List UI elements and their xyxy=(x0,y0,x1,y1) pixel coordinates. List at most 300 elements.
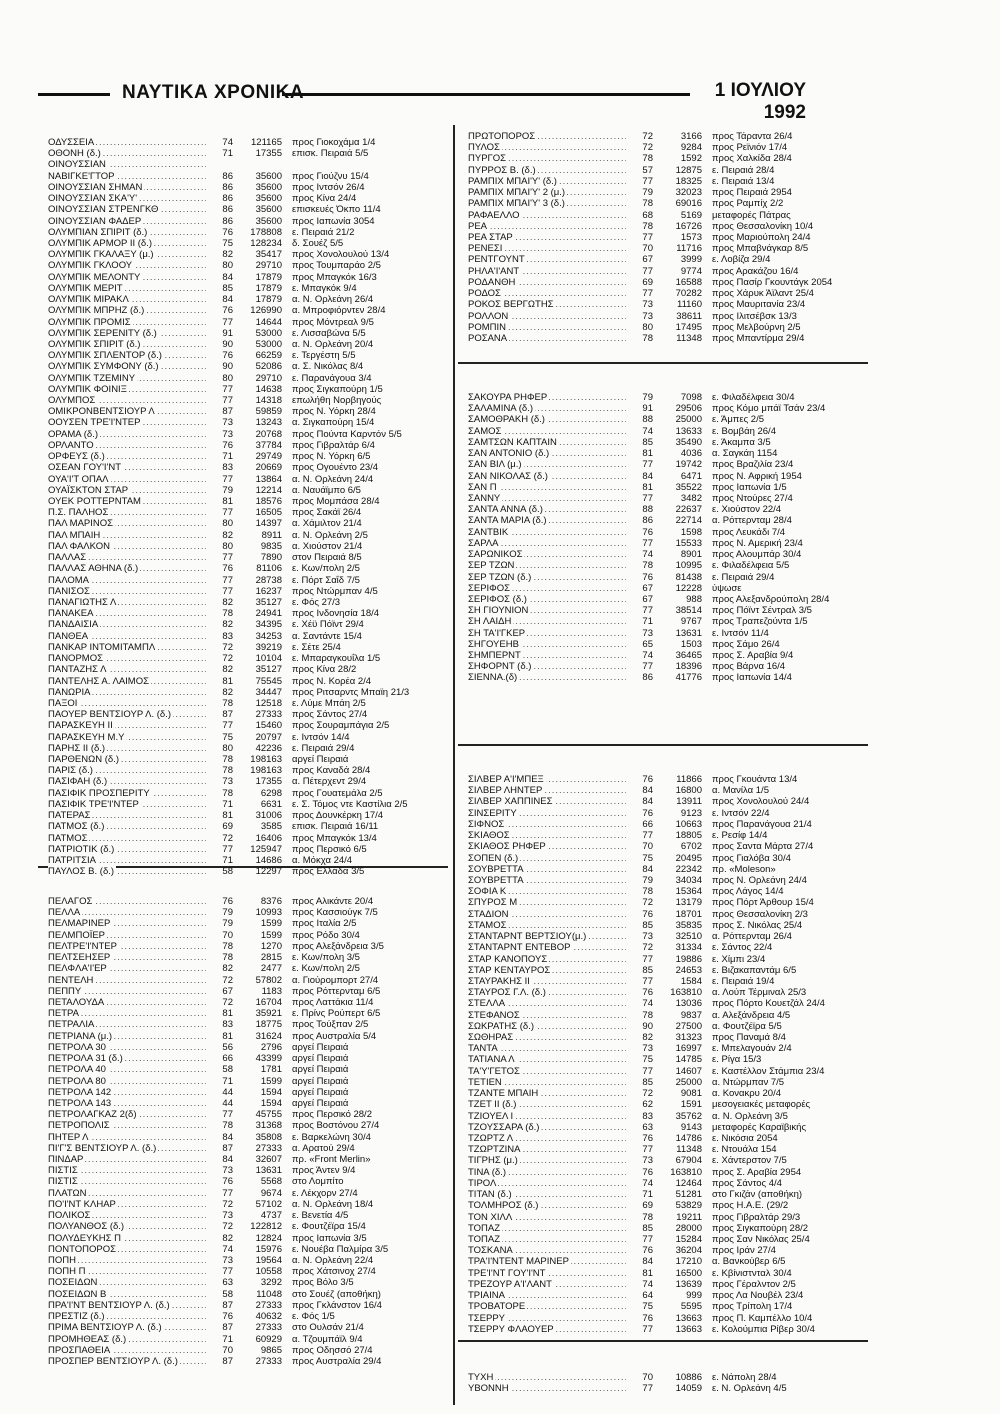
built-year: 78 xyxy=(642,220,653,232)
location: αργεί Πειραιά xyxy=(292,754,349,766)
ship-name: ΠΑΞΟΙ ..... xyxy=(48,698,206,709)
ship-row xyxy=(468,1223,888,1234)
tonnage: 35762 xyxy=(675,1110,702,1122)
location: α. Αλεξάνδρεια 4/5 xyxy=(712,1009,791,1021)
ship-row xyxy=(48,720,468,731)
ship-row xyxy=(48,1277,468,1288)
built-year: 72 xyxy=(222,641,233,653)
ship-name: ΤΡΕΖΟΥΡ Α'Ι'ΛΑΝΤ ..... xyxy=(468,1279,626,1290)
ship-row xyxy=(48,997,468,1008)
ship-name: ΣΗΜΠΕΡΝΤ ..... xyxy=(468,650,626,661)
location: α. Κονακρυ 20/4 xyxy=(712,1088,781,1100)
tonnage: 10104 xyxy=(255,653,282,665)
ship-name: ΣΟΦΙΑ Κ ..... xyxy=(468,886,626,897)
ship-name: ΠΙ'Γ'Σ ΒΕΝΤΣΙΟΥΡ Λ. (δ.) ..... xyxy=(48,1143,206,1154)
ship-row xyxy=(468,931,888,942)
ship-row xyxy=(48,1154,468,1165)
location: ε. Πειραιά 13/4 xyxy=(712,175,775,187)
location: προς Σουραμπάγια 2/5 xyxy=(292,720,390,732)
ship-name: ΠΑΤΜΟΣ ..... xyxy=(48,833,206,844)
location: ε. Μπελαγουάν 2/4 xyxy=(712,1043,792,1055)
ship-row xyxy=(48,216,468,227)
tonnage: 1781 xyxy=(260,1064,282,1076)
ship-name: ΣΕΡΙΦΟΣ (δ.) ..... xyxy=(468,594,626,605)
tonnage: 32607 xyxy=(255,1154,282,1166)
location: ε. Πρίνς Ρούπερτ 6/5 xyxy=(292,1008,381,1020)
ship-name: ΠΟΛΥΔΕΥΚΗΣ Π ..... xyxy=(48,1233,206,1244)
ship-row xyxy=(468,448,888,459)
ship-name: ΠΕΛΛΑ ..... xyxy=(48,907,206,918)
location: προς Κασσιούγκ 7/5 xyxy=(292,907,378,919)
location: προς Ρόδο 30/4 xyxy=(292,929,360,941)
location: α. Ν. Ορλεάνη 18/4 xyxy=(292,1198,374,1210)
tonnage: 12228 xyxy=(675,582,702,594)
tonnage: 17879 xyxy=(255,294,282,306)
ship-row xyxy=(468,221,888,232)
location: προς Λάγος 14/4 xyxy=(712,886,784,898)
ship-name: ΣΙΝΣΕΡΙΤΥ ..... xyxy=(468,808,626,819)
tonnage: 41776 xyxy=(675,672,702,684)
ship-name: ΠΑΛΛΑΣ ΑΘΗΝΑ (δ.) ..... xyxy=(48,563,206,574)
ship-row xyxy=(468,560,888,571)
built-year: 80 xyxy=(222,372,233,384)
location: ε. Νουέβα Παλμίρα 3/5 xyxy=(292,1243,389,1255)
ship-list-block xyxy=(468,131,888,344)
location: προς Ραμπίχ 2/2 xyxy=(712,198,784,210)
tonnage: 10995 xyxy=(675,560,702,572)
ship-name: ΡΑΜΠΙΧ ΜΠΑΙ'Υ' (δ.) ..... xyxy=(468,176,626,187)
built-year: 73 xyxy=(642,1155,653,1167)
tonnage: 15533 xyxy=(675,537,702,549)
ship-name: ΠΥΡΡΟΣ Β. (δ.) ..... xyxy=(468,165,626,176)
ship-row xyxy=(468,1268,888,1279)
tonnage: 75545 xyxy=(255,675,282,687)
built-year: 66 xyxy=(222,1053,233,1065)
built-year: 74 xyxy=(642,650,653,662)
ship-list-block xyxy=(48,896,468,1367)
tonnage: 22714 xyxy=(675,515,702,527)
ship-name: ΣΕΡ ΤΖΩΝ ..... xyxy=(468,560,626,571)
ship-row xyxy=(48,283,468,294)
built-year: 69 xyxy=(642,1200,653,1212)
tonnage: 1584 xyxy=(680,975,702,987)
ship-name: ΠΙΣΤΙΣ ..... xyxy=(48,1165,206,1176)
built-year: 76 xyxy=(642,908,653,920)
ship-row xyxy=(468,1245,888,1256)
ship-name: ΠΕΤΡΟΛΑ 40 ..... xyxy=(48,1064,206,1075)
tonnage: 6298 xyxy=(260,787,282,799)
tonnage: 24941 xyxy=(255,608,282,620)
built-year: 87 xyxy=(222,709,233,721)
location: αργεί Πειραιά xyxy=(292,1075,349,1087)
built-year: 67 xyxy=(642,582,653,594)
ship-name: ΠΑΟΥΕΡ ΒΕΝΤΣΙΟΥΡ Λ. (δ.) ..... xyxy=(48,709,206,720)
location: προς Ρεϊνιόν 17/4 xyxy=(712,142,788,154)
ship-name: ΥΒΟΝΝΗ ..... xyxy=(468,1383,626,1394)
location: προς Κίνα 24/4 xyxy=(292,193,357,205)
tonnage: 3292 xyxy=(260,1277,282,1289)
tonnage: 39219 xyxy=(255,641,282,653)
ship-name: ΡΟΚΟΣ ΒΕΡΓΩΤΗΣ ..... xyxy=(468,299,626,310)
tonnage: 17495 xyxy=(675,321,702,333)
ship-name: ΤΥΧΗ ..... xyxy=(468,1372,626,1383)
tonnage: 11348 xyxy=(676,1144,702,1156)
location: ε. Λύμε Μπάη 2/5 xyxy=(292,697,366,709)
ship-row xyxy=(468,650,888,661)
ship-list-block xyxy=(468,1372,888,1394)
tonnage: 18396 xyxy=(675,661,702,673)
location: πρ. «Moleson» xyxy=(712,863,776,875)
built-year: 78 xyxy=(222,952,233,964)
ship-name: ΠΡΑ'Ι'ΝΤ ΒΕΝΤΣΙΟΥΡ Λ. (δ.) ..... xyxy=(48,1300,206,1311)
tonnage: 36465 xyxy=(675,650,702,662)
ship-row xyxy=(48,653,468,664)
location: προς Παναμά 8/4 xyxy=(712,1032,786,1044)
ship-name: ΟΡΛΑΝΤΟ ..... xyxy=(48,440,206,451)
tonnage: 6702 xyxy=(680,841,702,853)
ship-row xyxy=(48,1165,468,1176)
ship-row xyxy=(48,1244,468,1255)
built-year: 76 xyxy=(222,305,233,317)
ship-row xyxy=(48,866,468,877)
ship-row xyxy=(468,1324,888,1335)
tonnage: 13243 xyxy=(255,417,282,429)
tonnage: 13179 xyxy=(675,897,702,909)
ship-name: ΤΙΝΑ (δ.) ..... xyxy=(468,1167,626,1178)
ship-row xyxy=(468,1167,888,1178)
ship-row xyxy=(468,1383,888,1394)
ship-name: ΠΕΛΜΑΡΙΝΕΡ ..... xyxy=(48,918,206,929)
tonnage: 163810 xyxy=(670,1166,702,1178)
location: προς Κίνα 28/2 xyxy=(292,664,357,676)
ship-name: ΣΑΝ ΝΙΚΟΛΑΣ (δ.) ..... xyxy=(468,471,626,482)
tonnage: 19886 xyxy=(675,953,702,965)
built-year: 71 xyxy=(222,148,233,160)
ship-name: ΟΛΥΜΠΙΚ ΣΠΛΕΝΤΟΡ (δ.) ..... xyxy=(48,350,206,361)
tonnage: 31323 xyxy=(675,1032,702,1044)
ship-name: ΠΑΡΘΕΝΩΝ (δ.) ..... xyxy=(48,754,206,765)
location: ε. Βαρκελώνη 30/4 xyxy=(292,1131,371,1143)
built-year: 83 xyxy=(222,1019,233,1031)
ship-name: ΟΥΕΚ ΡΟΤΤΕΡΝΤΑΜ ..... xyxy=(48,496,206,507)
ship-name: ΠΑΝΑΓΙΩΤΗΣ Λ ..... xyxy=(48,597,206,608)
ship-name: ΡΕΑ ΣΤΑΡ ..... xyxy=(468,232,626,243)
location: προς Καναδά 28/4 xyxy=(292,765,371,777)
ship-row xyxy=(468,1111,888,1122)
built-year: 78 xyxy=(222,1120,233,1132)
location: ε. Ιντσόν 14/4 xyxy=(292,731,350,743)
tonnage: 16237 xyxy=(255,585,282,597)
ship-name: ΠΑΣΙΦΑΗ (δ.) ..... xyxy=(48,776,206,787)
ship-row xyxy=(468,538,888,549)
ship-row xyxy=(48,597,468,608)
ship-name: ΤΕΤΙΕΝ ..... xyxy=(468,1077,626,1088)
built-year: 73 xyxy=(222,776,233,788)
ship-row xyxy=(48,1221,468,1232)
tonnage: 999 xyxy=(686,1290,702,1302)
built-year: 80 xyxy=(222,742,233,754)
location: προς Ν. Υόρκη 6/5 xyxy=(292,451,371,463)
ship-name: ΡΕΝΤΓΟΥΝΤ ..... xyxy=(468,254,626,265)
tonnage: 198163 xyxy=(250,754,282,766)
ship-row xyxy=(48,1053,468,1064)
ship-row xyxy=(468,976,888,987)
ship-name: ΤΡΟΒΑΤΟΡΕ ..... xyxy=(468,1301,626,1312)
ship-row xyxy=(48,339,468,350)
ship-name: ΠΕΤΡΟΛΑ 142 ..... xyxy=(48,1087,206,1098)
ship-row xyxy=(468,1178,888,1189)
tonnage: 27500 xyxy=(675,1020,702,1032)
ship-name: ΤΟΠΑΖ ..... xyxy=(468,1223,626,1234)
ship-row xyxy=(48,698,468,709)
tonnage: 9835 xyxy=(260,540,282,552)
ship-name: ΠΕΝΤΕΛΗ ..... xyxy=(48,975,206,986)
built-year: 58 xyxy=(222,866,233,878)
ship-row xyxy=(468,830,888,841)
location: προς Μελβούρνη 2/5 xyxy=(712,321,801,333)
built-year: 85 xyxy=(642,436,653,448)
location: προς Ινδονησία 18/4 xyxy=(292,608,380,620)
location: στο Ουλσάν 21/4 xyxy=(292,1322,364,1334)
location: προς Τραπεζούντα 1/5 xyxy=(712,616,808,628)
built-year: 77 xyxy=(642,175,653,187)
location: προς Πόρτο Κουετζάλ 24/4 xyxy=(712,998,825,1010)
ship-name: ΠΕΤΡΟΛΑΓΚΑΖ 2(δ) ..... xyxy=(48,1109,206,1120)
ship-row xyxy=(468,527,888,538)
tonnage: 14397 xyxy=(255,518,282,530)
tonnage: 14785 xyxy=(675,1054,702,1066)
location: προς Αλικάντε 20/4 xyxy=(292,896,374,907)
ship-row xyxy=(468,987,888,998)
ship-row xyxy=(468,605,888,616)
ship-row xyxy=(48,1019,468,1030)
location: προς Μπαγκόκ 16/3 xyxy=(292,271,377,283)
tonnage: 52086 xyxy=(255,361,282,373)
location: α. Σαγκάη 1154 xyxy=(712,448,778,460)
ship-name: ΟΙΝΟΥΣΣΙΑΝ ΣΗΜΑΝ ..... xyxy=(48,182,206,193)
tonnage: 35522 xyxy=(675,481,702,493)
ship-row xyxy=(468,1066,888,1077)
tonnage: 29749 xyxy=(255,451,282,463)
tonnage: 34395 xyxy=(255,619,282,631)
built-year: 82 xyxy=(222,686,233,698)
ship-row xyxy=(468,808,888,819)
built-year: 72 xyxy=(222,1198,233,1210)
location: προς Γιοκοχάμα 1/4 xyxy=(292,137,376,148)
built-year: 85 xyxy=(642,1076,653,1088)
ship-name: ΤΖΙΟΥΕΛ Ι ..... xyxy=(468,1111,626,1122)
location: προς Περσικό 28/2 xyxy=(292,1109,372,1121)
ship-name: ΣΤΑΔΙΟΝ ..... xyxy=(468,909,626,920)
ship-name: ΠΑΝΙΣΟΣ ..... xyxy=(48,586,206,597)
built-year: 77 xyxy=(222,585,233,597)
ship-row xyxy=(48,272,468,283)
location: μεταφορές Καραϊβικής xyxy=(712,1121,807,1133)
tonnage: 4036 xyxy=(680,448,702,460)
tonnage: 81438 xyxy=(675,571,702,583)
built-year: 76 xyxy=(222,439,233,451)
ship-name: ΤΑΤΙΑΝΑ Λ ..... xyxy=(468,1054,626,1065)
location: ε. Κων/πολη 2/5 xyxy=(292,563,360,575)
location: στο Γκιζάν (αποθήκη) xyxy=(712,1189,803,1201)
ship-name: ΠΕΤΡΑ ..... xyxy=(48,1008,206,1019)
tonnage: 4737 xyxy=(260,1210,282,1222)
ship-name: ΠΑΛΟΜΑ ..... xyxy=(48,575,206,586)
tonnage: 40632 xyxy=(255,1311,282,1323)
built-year: 87 xyxy=(222,1299,233,1311)
location: ε. Κων/πολη 2/5 xyxy=(292,963,360,975)
ship-name: ΠΡΩΤΟΠΟΡΟΣ ..... xyxy=(468,131,626,142)
tonnage: 34447 xyxy=(255,686,282,698)
built-year: 76 xyxy=(642,1166,653,1178)
ship-name: ΠΑΝΤΕΛΗΣ Α. ΛΑΙΜΟΣ ..... xyxy=(48,676,206,687)
ship-name: ΠΕΤΡΙΑΝΑ (μ.) ..... xyxy=(48,1031,206,1042)
ship-name: ΠΟΣΕΙΔΩΝ Β ..... xyxy=(48,1289,206,1300)
tonnage: 18576 xyxy=(255,496,282,507)
location: προς Σ. Αραβία 9/4 xyxy=(712,650,794,662)
built-year: 77 xyxy=(642,953,653,965)
ship-name: ΣΑΜΤΣΩΝ ΚΑΠΤΑΙΝ ..... xyxy=(468,437,626,448)
ship-name: ΤΖΩΡΤΖΙΝΑ ..... xyxy=(468,1144,626,1155)
ship-row xyxy=(48,462,468,473)
location: προς Τούξπαν 2/5 xyxy=(292,1019,369,1031)
ship-name: ΟΛΥΜΠΙΚ ΜΕΡΙΤ ..... xyxy=(48,283,206,294)
built-year: 58 xyxy=(222,1288,233,1300)
built-year: 77 xyxy=(222,316,233,328)
tonnage: 1594 xyxy=(260,1086,282,1098)
ship-name: ΣΤΕΛΛΑ ..... xyxy=(468,998,626,1009)
location: ε. Άκαμπα 3/5 xyxy=(712,436,771,448)
ship-row xyxy=(48,743,468,754)
ship-name: ΣΑΝΤΒΙΚ ..... xyxy=(468,527,626,538)
ship-name: ΟΛΥΜΠΙΚ ΑΡΜΟΡ ΙΙ (δ.) ..... xyxy=(48,238,206,249)
built-year: 77 xyxy=(222,720,233,732)
ship-name: ΣΕΡ ΤΖΩΝ (δ.) ..... xyxy=(468,572,626,583)
ship-name: ΠΛΑΤΩΝ ..... xyxy=(48,1188,206,1199)
location: α. Ν. Ορλεάνη 24/4 xyxy=(292,473,374,485)
ship-name: ΤΖΕΤ ΙΙ (δ.) ..... xyxy=(468,1099,626,1110)
built-year: 76 xyxy=(642,1312,653,1324)
built-year: 62 xyxy=(642,1099,653,1111)
tonnage: 16505 xyxy=(255,507,282,519)
ship-row xyxy=(48,1345,468,1356)
ship-name: ΤΟΛΜΗΡΟΣ (δ.) ..... xyxy=(468,1200,626,1211)
tonnage: 2477 xyxy=(260,963,282,975)
tonnage: 57802 xyxy=(255,974,282,986)
ship-name: ΣΑΝ Π ..... xyxy=(468,482,626,493)
tonnage: 35490 xyxy=(675,436,702,448)
tonnage: 163810 xyxy=(670,987,702,999)
location: προς Σ. Νικόλας 25/4 xyxy=(712,919,803,931)
location: προς Μπαβνάγκαρ 8/5 xyxy=(712,243,809,255)
tonnage: 27333 xyxy=(255,1142,282,1154)
location: προς Πόϊντ Σέντραλ 3/5 xyxy=(712,605,812,617)
ship-name: ΣΑΜΟΘΡΑΚΗ (δ.) ..... xyxy=(468,414,626,425)
location: ε. Σέτε 25/4 xyxy=(292,641,341,653)
ship-name: ΤΖΑΝΤΕ ΜΠΑΙΗ ..... xyxy=(468,1088,626,1099)
location: προς Μπαγκόκ 13/4 xyxy=(292,832,377,844)
tonnage: 13633 xyxy=(675,425,702,437)
built-year: 72 xyxy=(642,131,653,142)
tonnage: 14638 xyxy=(255,383,282,395)
ship-name: ΣΤΑΥΡΟΣ Γ.Λ. (δ.) ..... xyxy=(468,987,626,998)
built-year: 79 xyxy=(222,484,233,496)
built-year: 82 xyxy=(222,529,233,541)
ship-name: ΣΑΡΛΑ ..... xyxy=(468,538,626,549)
ship-row xyxy=(468,1021,888,1032)
tonnage: 11716 xyxy=(676,243,702,255)
built-year: 76 xyxy=(222,1311,233,1323)
built-year: 78 xyxy=(642,886,653,898)
location: προς Σάντος 27/4 xyxy=(292,709,368,721)
ship-row xyxy=(48,204,468,215)
ship-name: ΣΑΝΤΑ ΜΑΡΙΑ (δ.) ..... xyxy=(468,515,626,526)
location: προς Μαριούπολη 24/4 xyxy=(712,231,811,243)
ship-name: ΣΩΚΡΑΤΗΣ (δ.) ..... xyxy=(468,1021,626,1032)
ship-name: ΟΘΟΝΗ (δ.) ..... xyxy=(48,148,206,159)
built-year: 76 xyxy=(642,807,653,819)
location: στο Σουέζ (αποθήκη) xyxy=(292,1288,381,1300)
built-year: 83 xyxy=(642,1110,653,1122)
built-year: 77 xyxy=(222,574,233,586)
ship-name: ΤΙΡΟΛ ..... xyxy=(468,1178,626,1189)
location: ε. Ρίγα 15/3 xyxy=(712,1054,762,1066)
location: προς Πειραιά 2954 xyxy=(712,187,792,199)
built-year: 84 xyxy=(222,1154,233,1166)
ship-row xyxy=(48,1289,468,1300)
ship-name: ΠΑΡΙΣ (δ.) ..... xyxy=(48,765,206,776)
ship-row xyxy=(48,896,468,907)
tonnage: 1599 xyxy=(260,929,282,941)
built-year: 77 xyxy=(222,473,233,485)
ship-row xyxy=(48,1042,468,1053)
tonnage: 67904 xyxy=(675,1155,702,1167)
ship-row xyxy=(48,1064,468,1075)
ship-name: ΟΣΕΑΝ ΓΟΥ'Ι'ΝΤ ..... xyxy=(48,462,206,473)
built-year: 81 xyxy=(642,1267,653,1279)
ship-name: ΠΥΡΓΟΣ ..... xyxy=(468,153,626,164)
built-year: 86 xyxy=(222,181,233,193)
location: προς Αλεξάνδρεια 3/5 xyxy=(292,940,384,952)
ship-name: ΟΛΥΜΠΟΣ ..... xyxy=(48,395,206,406)
location: προς Τουμπαράο 2/5 xyxy=(292,260,381,272)
tonnage: 19742 xyxy=(675,459,702,471)
location: α. Χιούστον 21/4 xyxy=(292,540,363,552)
ship-row xyxy=(468,322,888,333)
tonnage: 988 xyxy=(686,593,702,605)
ship-name: ΡΟΜΠΙΝ ..... xyxy=(468,322,626,333)
location: προς Λα Νουβέλ 23/4 xyxy=(712,1290,804,1302)
ship-row xyxy=(48,1087,468,1098)
built-year: 77 xyxy=(642,231,653,243)
ship-name: ΣΗ ΓΙΟΥΝΙΟΝ ..... xyxy=(468,605,626,616)
ship-row xyxy=(468,1133,888,1144)
tonnage: 12518 xyxy=(255,697,282,709)
location: προς Ν. Κορέα 2/4 xyxy=(292,675,372,687)
ship-name: ΣΑΝΤΑ ΑΝΝΑ (δ.) ..... xyxy=(468,504,626,515)
tonnage: 17879 xyxy=(255,282,282,294)
ship-name: ΠΑΡΑΣΚΕΥΗ Μ.Υ ..... xyxy=(48,732,206,743)
ship-row xyxy=(48,406,468,417)
built-year: 77 xyxy=(642,661,653,673)
built-year: 68 xyxy=(642,209,653,221)
built-year: 72 xyxy=(222,974,233,986)
location: προς Γκουάντα 13/4 xyxy=(712,774,798,785)
ship-row xyxy=(468,266,888,277)
ship-row xyxy=(48,952,468,963)
location: προς Μομπάσα 28/4 xyxy=(292,496,380,507)
tonnage: 27333 xyxy=(255,1322,282,1334)
